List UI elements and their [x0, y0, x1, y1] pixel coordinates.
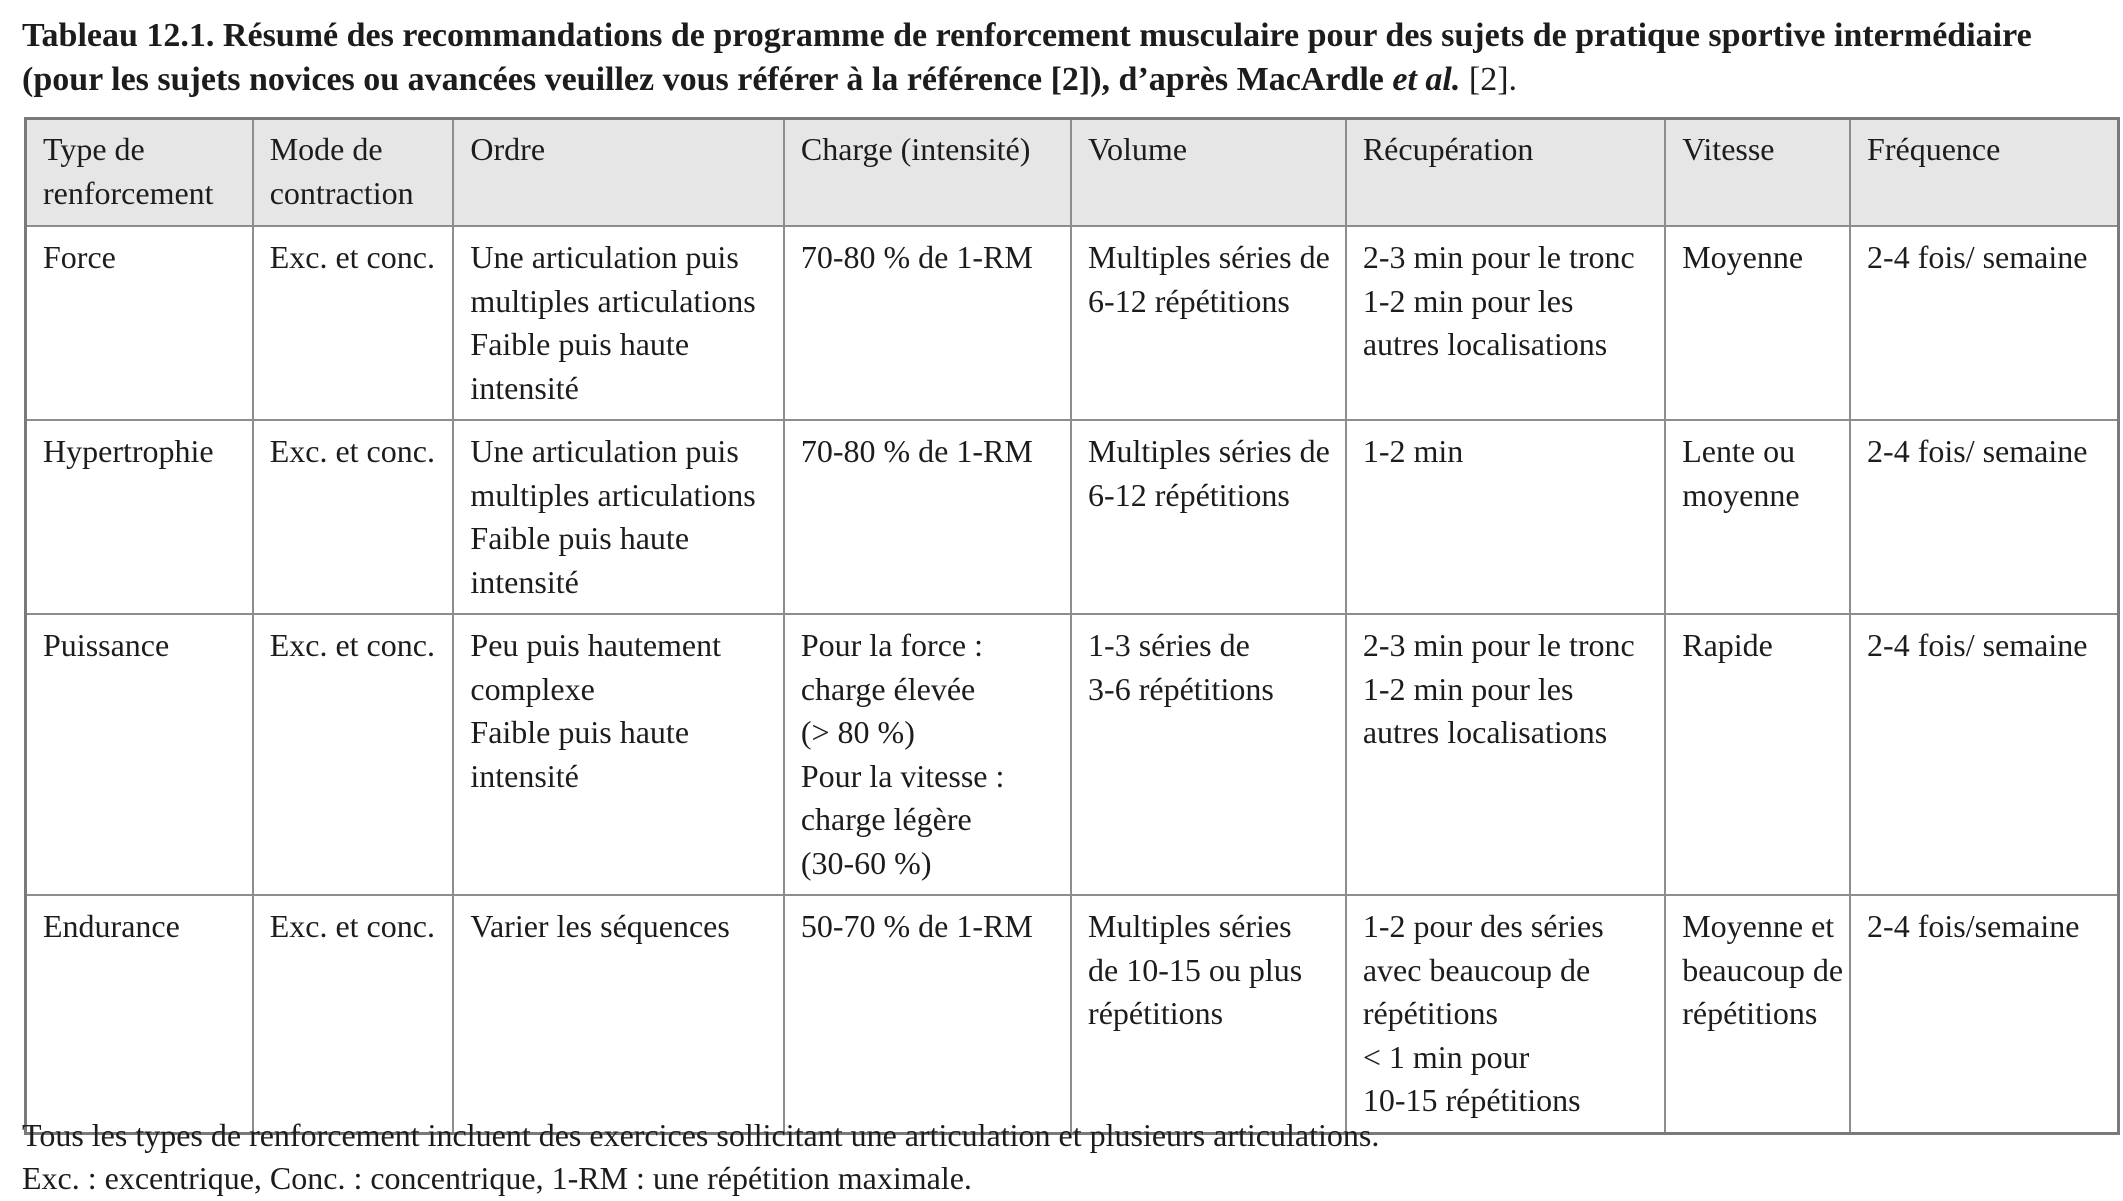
cell-line: moyenne — [1682, 476, 1800, 513]
cell-line: Faible puis haute — [470, 714, 690, 750]
cell-line: Endurance — [43, 908, 180, 944]
table-cell — [26, 420, 253, 614]
cell-line: multiples articulations — [470, 282, 756, 319]
table-row — [26, 895, 2119, 1133]
column-header — [1071, 119, 1346, 227]
table-cell — [1346, 614, 1665, 895]
column-header-line: Vitesse — [1682, 131, 1775, 167]
table-cell — [26, 614, 253, 895]
column-header-line: Type de — [43, 131, 145, 167]
cell-line: Puissance — [43, 627, 170, 663]
cell-line: 2-4 fois/ semaine — [1867, 627, 2088, 663]
cell-line: Exc. et conc. — [269, 239, 435, 275]
cell-line: 6-12 répétitions — [1088, 476, 1290, 513]
cell-line: Varier les séquences — [470, 908, 730, 944]
table-cell — [784, 226, 1071, 420]
cell-line: intensité — [470, 563, 579, 600]
cell-line: 2-3 min pour le tronc — [1362, 627, 1635, 663]
recommendations-table — [24, 117, 2120, 1135]
table-body — [26, 226, 2119, 1133]
cell-line: 1-2 pour des séries — [1362, 908, 1604, 944]
column-header — [253, 119, 454, 227]
table-cell — [1071, 614, 1346, 895]
table-cell — [453, 226, 783, 420]
table-cell — [26, 226, 253, 420]
cell-line: 2-4 fois/ semaine — [1867, 239, 2088, 275]
cell-line: Exc. et conc. — [269, 433, 435, 469]
column-header — [1665, 119, 1850, 227]
table-cell — [1071, 420, 1346, 614]
table-caption — [22, 14, 2112, 102]
cell-line: 70-80 % de 1-RM — [800, 433, 1033, 469]
table-cell — [453, 614, 783, 895]
cell-line: Une articulation puis — [470, 433, 739, 469]
cell-line: (> 80 %) — [800, 714, 915, 750]
table-cell — [253, 895, 454, 1133]
table-cell — [784, 420, 1071, 614]
column-header-line: Récupération — [1362, 131, 1534, 167]
column-header — [1346, 119, 1665, 227]
table-cell — [1346, 895, 1665, 1133]
cell-line: beaucoup de — [1682, 951, 1844, 988]
cell-line: autres localisations — [1362, 326, 1608, 362]
table-row — [26, 614, 2119, 895]
caption-italic: et al. — [1392, 61, 1461, 98]
table-cell — [453, 895, 783, 1133]
table-cell — [26, 895, 253, 1133]
footnotes — [22, 1114, 1379, 1200]
table-cell — [1850, 895, 2118, 1133]
cell-line: 10-15 répétitions — [1362, 1082, 1581, 1118]
cell-line: Une articulation puis — [470, 239, 739, 275]
cell-line: 1-3 séries de — [1088, 627, 1250, 663]
cell-line: Multiples séries de — [1088, 239, 1330, 275]
column-header-line: Charge (intensité) — [800, 131, 1031, 167]
table-cell — [1850, 226, 2118, 420]
table-row — [26, 226, 2119, 420]
cell-line: Moyenne et — [1682, 908, 1835, 944]
cell-line: charge élevée — [800, 670, 976, 707]
cell-line: < 1 min pour — [1362, 1038, 1530, 1075]
cell-line: intensité — [470, 369, 579, 406]
cell-line: Faible puis haute — [470, 520, 690, 556]
table-cell — [1665, 895, 1850, 1133]
cell-line: 1-2 min pour les — [1362, 282, 1574, 319]
cell-line: Faible puis haute — [470, 326, 690, 362]
table-header — [26, 119, 2119, 227]
cell-line: répétitions — [1088, 995, 1224, 1031]
header-row — [26, 119, 2119, 227]
table-cell — [1665, 226, 1850, 420]
column-header — [784, 119, 1071, 227]
cell-line: (30-60 %) — [800, 844, 932, 881]
cell-line: multiples articulations — [470, 476, 756, 513]
column-header-line: contraction — [269, 174, 414, 211]
cell-line: 70-80 % de 1-RM — [800, 239, 1033, 275]
table-cell — [1346, 420, 1665, 614]
cell-line: Moyenne — [1682, 239, 1804, 275]
table-cell — [784, 895, 1071, 1133]
cell-line: 2-4 fois/ semaine — [1867, 433, 2088, 469]
cell-line: autres localisations — [1362, 714, 1608, 750]
column-header-line: Mode de — [269, 131, 383, 167]
caption-label: Tableau 12.1. — [22, 17, 215, 54]
cell-line: 6-12 répétitions — [1088, 282, 1290, 319]
column-header-line: Fréquence — [1867, 131, 2001, 167]
cell-line: 3-6 répétitions — [1088, 670, 1274, 707]
cell-line: Multiples séries — [1088, 908, 1292, 944]
cell-line: 2-4 fois/semaine — [1867, 908, 2080, 944]
cell-line: Hypertrophie — [43, 433, 214, 469]
cell-line: Multiples séries de — [1088, 433, 1330, 469]
cell-line: répétitions — [1362, 995, 1498, 1031]
cell-line: Exc. et conc. — [269, 908, 435, 944]
table-cell — [1071, 895, 1346, 1133]
footnote: Tous les types de renforcement incluent des exercices sollicitant une articulation et plusieurs articulations. — [22, 1117, 1380, 1153]
cell-line: Lente ou — [1682, 433, 1796, 469]
cell-line: intensité — [470, 757, 579, 794]
cell-line: Pour la force : — [800, 627, 983, 663]
cell-line: Pour la vitesse : — [800, 757, 1005, 794]
table-cell — [1665, 420, 1850, 614]
table-cell — [784, 614, 1071, 895]
caption-ref: [2]. — [1460, 61, 1518, 98]
caption-text: Résumé des recommandations de programme de renforcement musculaire pour des sujets de pratique sportive intermédiaire (pour les sujets novices ou avancées veuillez vous référer à la référence [2]), d’après MacArdle — [22, 17, 2032, 98]
table-cell — [1850, 614, 2118, 895]
cell-line: Exc. et conc. — [269, 627, 435, 663]
column-header — [1850, 119, 2118, 227]
column-header — [26, 119, 253, 227]
cell-line: Peu puis hautement — [470, 627, 722, 663]
column-header-line: Volume — [1088, 131, 1188, 167]
column-header-line: renforcement — [43, 174, 214, 211]
table-cell — [253, 420, 454, 614]
cell-line: charge légère — [800, 801, 972, 837]
column-header-line: Ordre — [470, 131, 546, 167]
cell-line: répétitions — [1682, 995, 1818, 1031]
cell-line: Rapide — [1682, 627, 1773, 663]
cell-line: de 10-15 ou plus — [1088, 951, 1303, 988]
cell-line: 1-2 min pour les — [1362, 670, 1574, 707]
table-cell — [1665, 614, 1850, 895]
cell-line: avec beaucoup de — [1362, 951, 1591, 988]
cell-line: 1-2 min — [1362, 433, 1464, 469]
cell-line: 50-70 % de 1-RM — [800, 908, 1033, 944]
column-header — [453, 119, 783, 227]
table-cell — [1346, 226, 1665, 420]
table-row — [26, 420, 2119, 614]
cell-line: complexe — [470, 670, 595, 707]
table-cell — [253, 614, 454, 895]
cell-line: Force — [43, 239, 116, 275]
cell-line: 2-3 min pour le tronc — [1362, 239, 1635, 275]
table-cell — [1850, 420, 2118, 614]
footnote: Exc. : excentrique, Conc. : concentrique, 1-RM : une répétition maximale. — [22, 1160, 972, 1196]
table-cell — [453, 420, 783, 614]
table-cell — [1071, 226, 1346, 420]
table-cell — [253, 226, 454, 420]
